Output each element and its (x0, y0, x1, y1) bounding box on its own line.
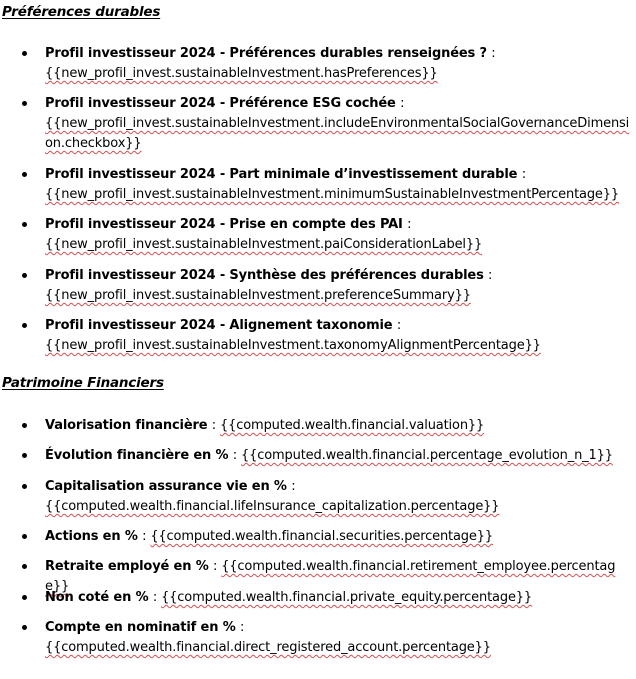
bullet-icon (22, 453, 27, 458)
bullet-icon (22, 323, 27, 328)
bullet-icon (22, 484, 27, 489)
item-label: Profil investisseur 2024 - Part minimale d’investissement durable (45, 167, 522, 182)
item-label: Profil investisseur 2024 - Synthèse des préférences durables (45, 268, 489, 283)
list-item-text (45, 527, 636, 547)
bullet-icon (22, 51, 27, 56)
template-variable: {{computed.wealth.financial.valuation}} (220, 418, 485, 433)
list-item-text (45, 477, 636, 517)
template-variable: {{computed.wealth.financial.percentage_evolution_n_1}} (240, 448, 613, 463)
item-separator: : (521, 167, 526, 182)
list-item-text (45, 165, 636, 205)
template-variable: {{new_profil_invest.sustainableInvestment.taxonomyAlignmentPercentage}} (45, 338, 541, 353)
template-variable: {{new_profil_invest.sustainableInvestment.paiConsiderationLabel}} (45, 237, 483, 252)
item-label: Non coté en % (45, 590, 153, 605)
list-item-text (45, 416, 636, 436)
template-variable: {{computed.wealth.financial.lifeInsurance_capitalization.percentage}} (45, 499, 500, 514)
list-item-text (45, 44, 636, 84)
template-variable: {{new_profil_invest.sustainableInvestment.minimumSustainableInvestmentPercentage}} (45, 187, 620, 202)
item-separator: : (396, 318, 402, 333)
item-separator: : (291, 479, 296, 494)
item-label: Profil investisseur 2024 - Préférences durables renseignées ? (45, 46, 492, 61)
bullet-icon (22, 534, 27, 539)
list-item-text (45, 94, 636, 154)
item-separator: : (491, 46, 496, 61)
item-separator: : (212, 559, 222, 574)
section-heading-financial-assets: Patrimoine Financiers (2, 375, 164, 391)
template-variable: {{computed.wealth.financial.securities.percentage}} (150, 529, 493, 544)
template-variable: {{computed.wealth.financial.direct_registered_account.percentage}} (45, 640, 491, 655)
bullet-icon (22, 172, 27, 177)
bullet-icon (22, 625, 27, 630)
item-separator: : (211, 418, 221, 433)
item-label: Capitalisation assurance vie en % (45, 479, 292, 494)
item-label: Profil investisseur 2024 - Alignement taxonomie (45, 318, 397, 333)
item-separator: : (239, 620, 245, 635)
item-separator: : (142, 529, 151, 544)
item-separator: : (488, 268, 493, 283)
item-separator: : (407, 217, 412, 232)
section-heading-sustainable-preferences: Préférences durables (2, 4, 161, 20)
list-item-text (45, 215, 636, 255)
template-variable: {{computed.wealth.financial.private_equity.percentage}} (161, 590, 533, 605)
bullet-icon (22, 423, 27, 428)
item-separator: : (152, 590, 162, 605)
item-label: Profil investisseur 2024 - Préférence ESG cochée (45, 96, 401, 111)
item-label: Évolution financière en % (45, 448, 233, 463)
bullet-icon (22, 101, 27, 106)
template-variable: {{computed.wealth.financial.retirement_employee.percentage}} (45, 559, 616, 594)
bullet-icon (22, 595, 27, 600)
list-item-text (45, 316, 636, 356)
item-label: Profil investisseur 2024 - Prise en compte des PAI (45, 217, 408, 232)
bullet-icon (22, 222, 27, 227)
list-item-text (45, 588, 636, 608)
item-label: Compte en nominatif en % (45, 620, 240, 635)
item-label: Actions en % (45, 529, 143, 544)
template-variable: {{new_profil_invest.sustainableInvestment.includeEnvironmentalSocialGovernanceDimension.checkbox}} (45, 116, 630, 151)
list-item-text (45, 266, 636, 306)
list-item-text (45, 618, 636, 658)
item-label: Valorisation financière (45, 418, 212, 433)
bullet-icon (22, 564, 27, 569)
template-variable: {{new_profil_invest.sustainableInvestment.hasPreferences}} (45, 66, 438, 81)
item-separator: : (232, 448, 241, 463)
list-item-text (45, 446, 636, 466)
item-separator: : (400, 96, 405, 111)
template-variable: {{new_profil_invest.sustainableInvestment.preferenceSummary}} (45, 288, 471, 303)
item-label: Retraite employé en % (45, 559, 213, 574)
bullet-icon (22, 273, 27, 278)
